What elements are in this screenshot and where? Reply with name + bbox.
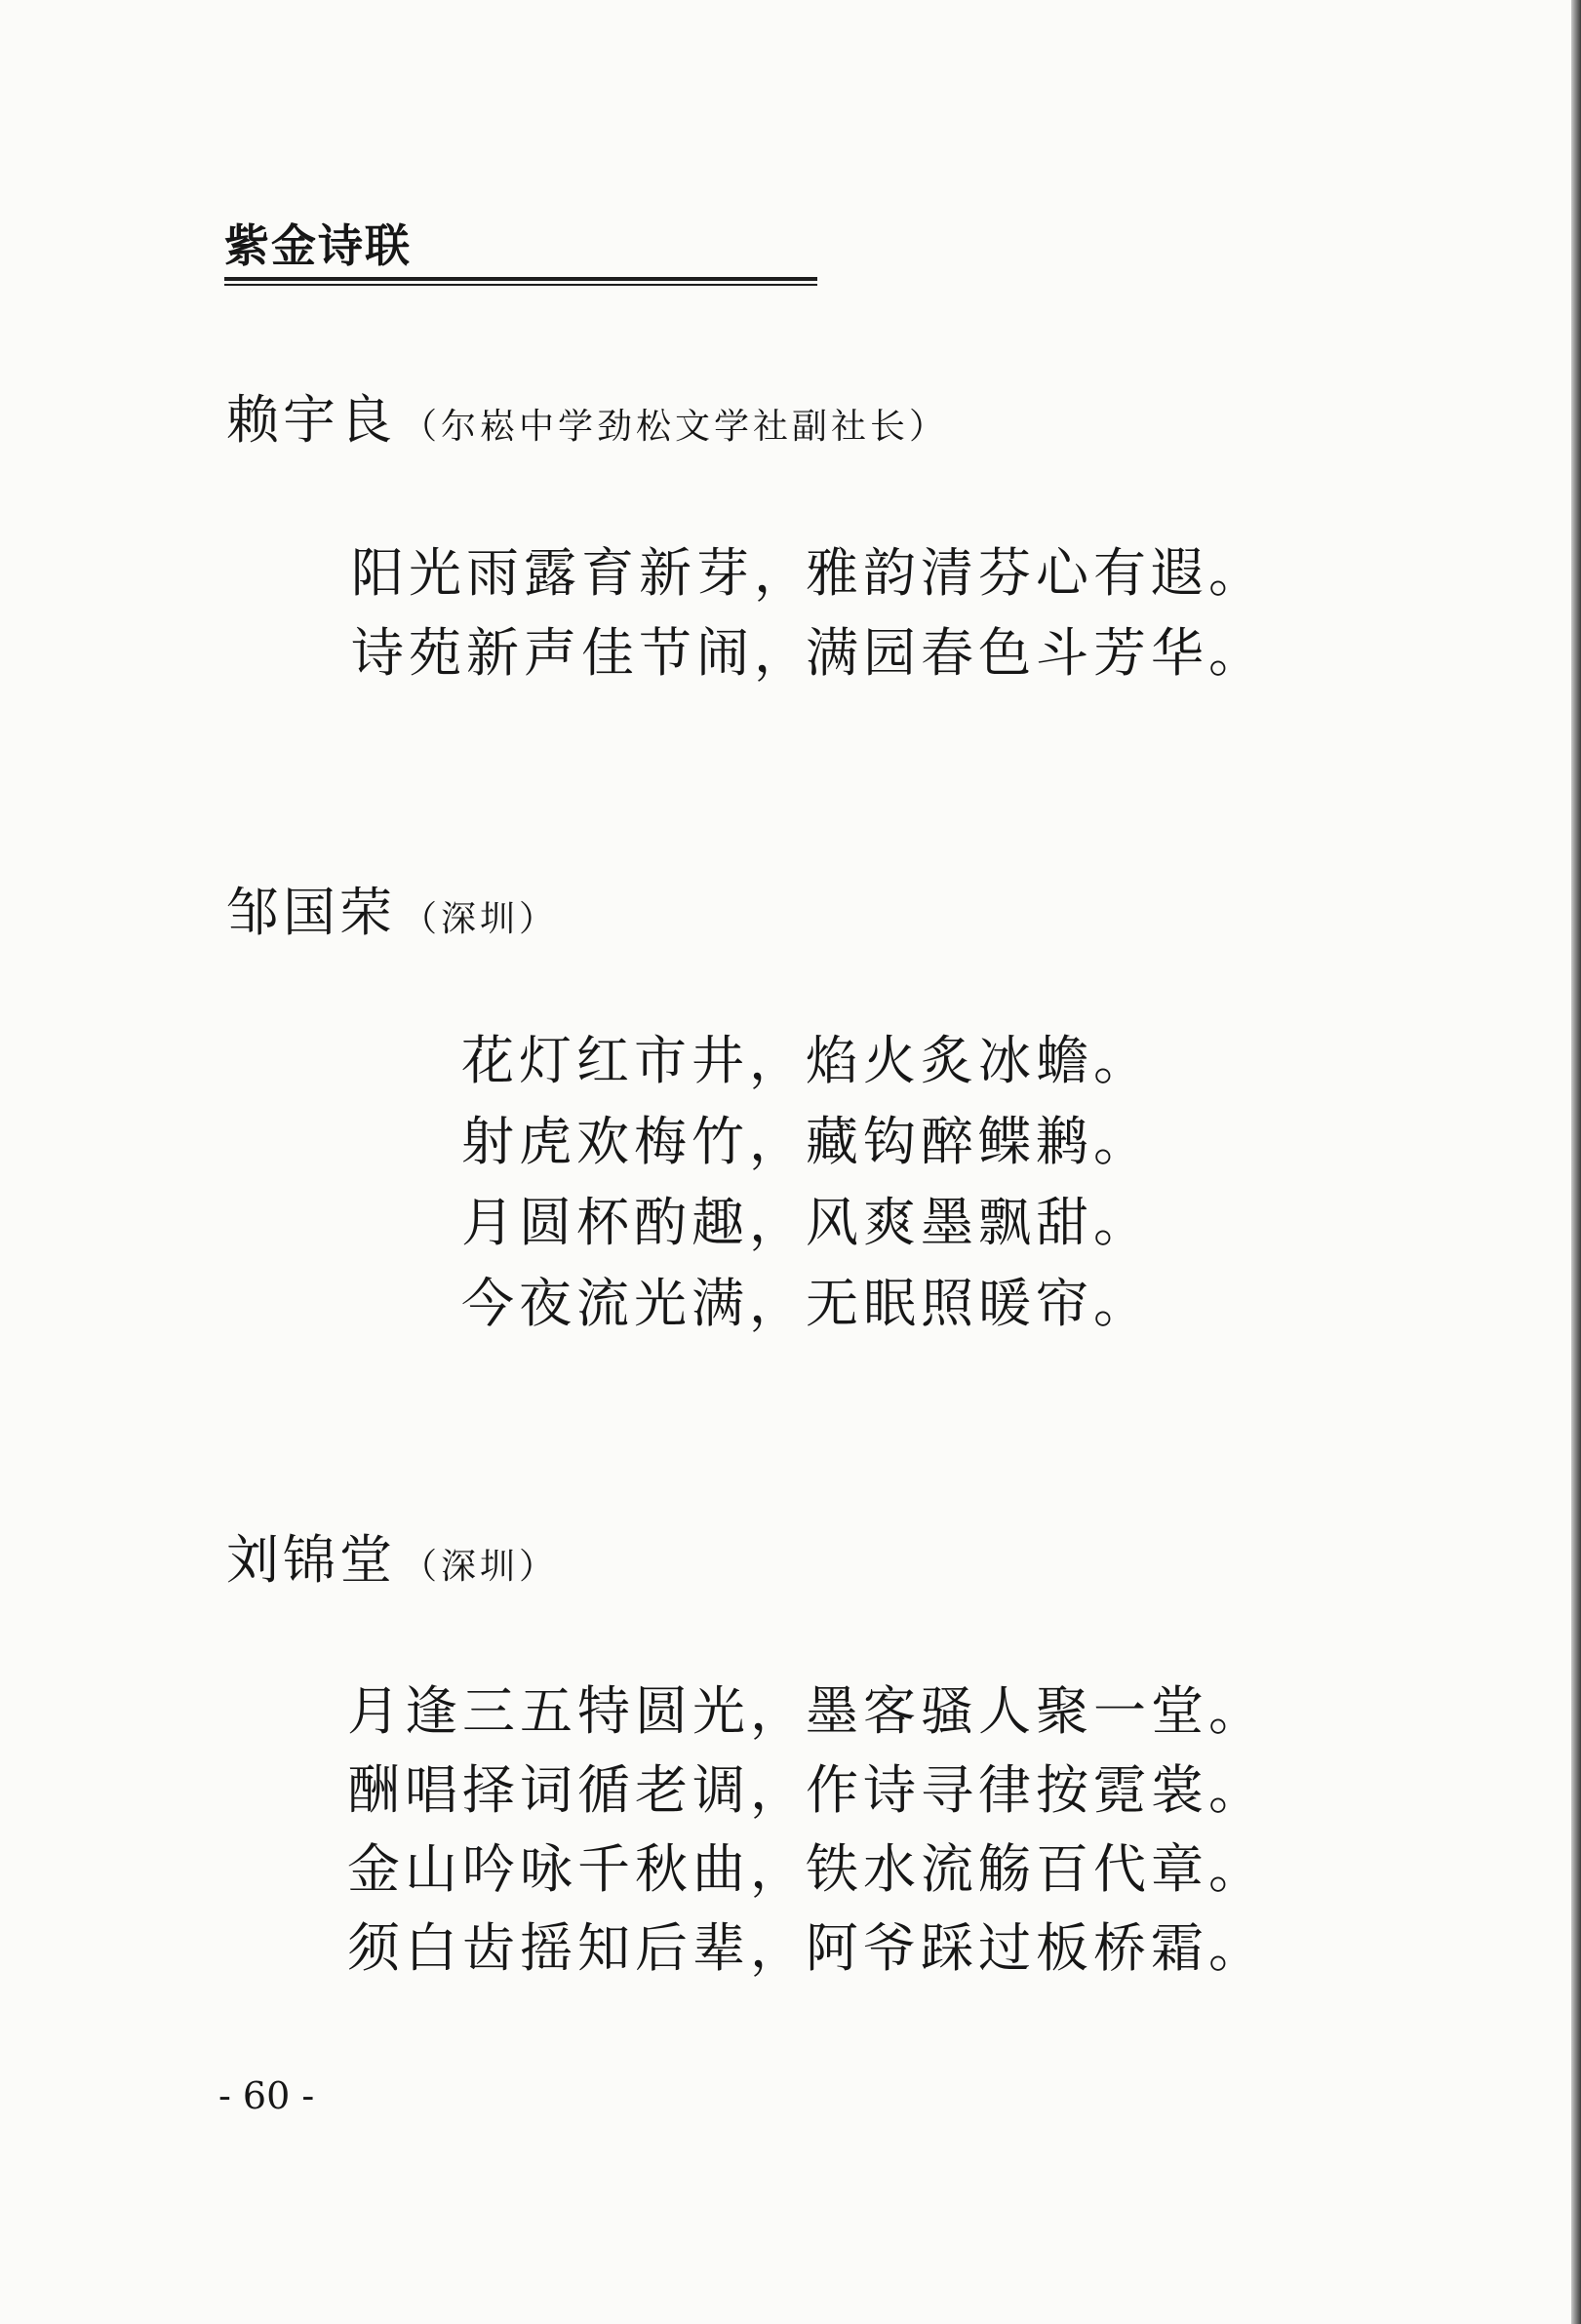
author-note: （尔崧中学劲松文学社副社长） xyxy=(402,407,949,447)
header-rule-thick xyxy=(224,277,817,281)
poem-line: 风爽墨飘甜。 xyxy=(806,1192,1151,1253)
author-name: 赖宇良 xyxy=(226,389,396,451)
page-number: - 60 - xyxy=(218,2074,315,2117)
poem-line: 今夜流光满， xyxy=(461,1273,807,1334)
poem-line: 墨客骚人聚一堂。 xyxy=(806,1680,1266,1742)
poem-line: 射虎欢梅竹， xyxy=(461,1111,807,1172)
scan-edge xyxy=(1571,0,1581,2324)
page-header xyxy=(224,217,817,286)
header-rule-thin xyxy=(224,284,817,286)
poem-line: 焰火炙冰蟾。 xyxy=(806,1030,1151,1091)
author-note: （深圳） xyxy=(402,899,559,939)
poem-author-1 xyxy=(226,378,948,453)
poem-line: 作诗寻律按霓裳。 xyxy=(806,1759,1266,1821)
poem-line: 雅韵清芬心有遐。 xyxy=(806,542,1266,604)
poem-line: 月圆杯酌趣， xyxy=(461,1192,807,1253)
poem-line: 满园春色斗芳华。 xyxy=(806,622,1266,684)
poem-line: 酬唱择词循老调， xyxy=(347,1759,808,1821)
poem-line: 月逢三五特圆光， xyxy=(347,1680,808,1742)
poem-author-2 xyxy=(226,871,558,946)
author-name: 刘锦堂 xyxy=(226,1529,396,1591)
poem-line: 诗苑新声佳节闹， xyxy=(351,622,811,684)
poem-line: 须白齿摇知后辈， xyxy=(347,1917,808,1979)
poem-line: 铁水流觞百代章。 xyxy=(806,1838,1266,1900)
poem-line: 无眠照暖帘。 xyxy=(806,1273,1151,1334)
poem-line: 花灯红市井， xyxy=(461,1030,807,1091)
poem-line: 阳光雨露育新芽， xyxy=(351,542,811,604)
poem-line: 藏钩醉鲽鹣。 xyxy=(806,1111,1151,1172)
poem-line: 阿爷踩过板桥霜。 xyxy=(806,1917,1266,1979)
author-note: （深圳） xyxy=(402,1547,559,1587)
poem-line: 金山吟咏千秋曲， xyxy=(347,1838,808,1900)
header-title: 紫金诗联 xyxy=(224,219,412,272)
poem-author-3 xyxy=(226,1518,558,1594)
author-name: 邹国荣 xyxy=(226,882,396,943)
